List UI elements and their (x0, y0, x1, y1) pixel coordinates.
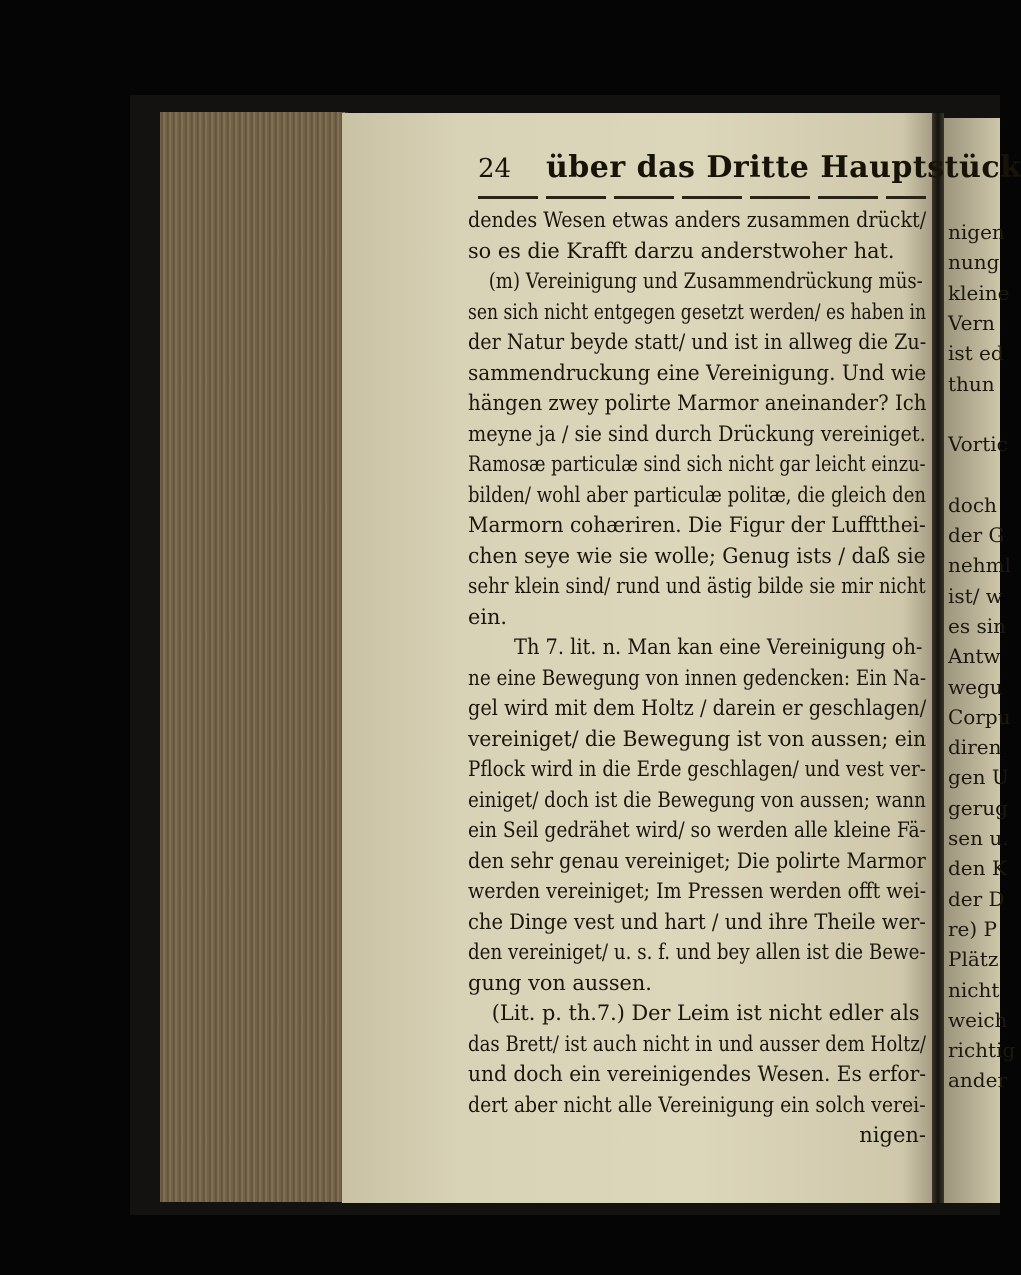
text-line: Pflock wird in die Erde geschlagen/ und vest ver- (468, 757, 926, 781)
running-head: über das Dritte Hauptstück (546, 150, 1021, 185)
next-page-fragment: der G (948, 523, 1005, 547)
next-page-fragment: sen u. (948, 826, 1009, 850)
text-line: den vereiniget/ u. s. f. und bey allen ist die Bewe- (468, 940, 926, 964)
text-line: einiget/ doch ist die Bewegung von aussen; wann (468, 787, 926, 812)
next-page-fragment: wegu (948, 674, 1003, 699)
next-page-fragment: richtig (948, 1038, 1016, 1063)
next-page-fragment: diren (948, 735, 1002, 760)
next-page-fragment: gen U (948, 765, 1009, 790)
text-line: meyne ja / sie sind durch Drückung vereiniget. (468, 421, 926, 446)
text-line: werden vereiniget; Im Pressen werden offt wei- (468, 879, 927, 903)
right-page-fragment (944, 118, 1016, 1203)
next-page-fragment: Corpu (948, 704, 1011, 729)
next-page-fragment: ist/ w (948, 583, 1003, 608)
page-number: 24 (478, 154, 512, 184)
text-line: Marmorn cohæriren. Die Figur der Lufftthei- (468, 513, 926, 537)
text-line: den sehr genau vereiniget; Die polirte Marmor (468, 848, 926, 873)
text-line: Ramosæ particulæ sind sich nicht gar leicht einzu- (468, 452, 926, 476)
text-line: dendes Wesen etwas anders zusammen drückt/ (468, 208, 927, 232)
text-line: das Brett/ ist auch nicht in und ausser dem Holtz/ (468, 1031, 927, 1056)
next-page-fragment: Plätz (948, 947, 999, 972)
text-line: ein. (468, 604, 508, 629)
text-line: vereiniget/ die Bewegung ist von aussen; ein (468, 726, 927, 751)
page-header (478, 150, 1021, 190)
text-line: dert aber nicht alle Vereinigung ein solch verei- (468, 1092, 926, 1117)
text-line: ein Seil gedrähet wird/ so werden alle kleine Fä- (468, 818, 926, 842)
header-rule (478, 196, 926, 199)
text-line: gel wird mit dem Holtz / darein er geschlagen/ (468, 696, 927, 720)
next-page-fragment: gerug (948, 795, 1008, 820)
next-page-fragment: thun (948, 371, 995, 396)
next-page-fragment: nigen (948, 220, 1005, 244)
text-line: nigen- (859, 1123, 926, 1147)
next-page-fragment: kleine (948, 280, 1010, 305)
next-page-fragment: doch (948, 492, 997, 517)
text-line: (Lit. p. th.7.) Der Leim ist nicht edler als (491, 1001, 920, 1025)
text-line: hängen zwey polirte Marmor aneinander? Ich (468, 391, 927, 415)
text-line: ne eine Bewegung von innen gedencken: Ein Na- (468, 665, 927, 690)
text-line: Th 7. lit. n. Man kan eine Vereinigung oh- (514, 635, 923, 659)
text-line: sen sich nicht entgegen gesetzt werden/ es haben in (468, 299, 927, 324)
next-page-fragment: Antw (948, 644, 1001, 669)
next-page-fragment: ist ed (948, 341, 1004, 366)
next-page-fragment: nung (948, 250, 1000, 275)
next-page-fragment: den K (948, 856, 1007, 881)
text-line: che Dinge vest und hart / und ihre Theile wer- (468, 909, 926, 934)
text-line: sehr klein sind/ rund und ästig bilde sie mir nicht (468, 574, 926, 598)
next-page-fragment: re) P (948, 916, 998, 941)
next-page-fragment: ander (948, 1068, 1008, 1093)
next-page-fragment: es sin (948, 613, 1006, 638)
body-text (468, 205, 930, 1151)
text-line: und doch ein vereinigendes Wesen. Es erfor- (468, 1062, 927, 1086)
text-line: sammendruckung eine Vereinigung. Und wie (468, 360, 927, 385)
book-gutter (932, 113, 944, 1203)
text-line: gung von aussen. (468, 970, 652, 995)
page-edges (160, 112, 348, 1202)
text-line: so es die Krafft darzu anderstwoher hat. (468, 238, 895, 263)
next-page-fragment: Vern (948, 310, 995, 335)
next-page-fragment: nicht (948, 977, 1000, 1002)
next-page-fragment: weich (948, 1007, 1008, 1032)
text-line: chen seye wie sie wolle; Genug ists / daß sie (468, 543, 926, 568)
next-page-fragment: nehml (948, 553, 1011, 578)
next-page-fragment: der D (948, 886, 1005, 911)
next-page-fragment: Vortic (948, 432, 1008, 457)
text-line: (m) Vereinigung und Zusammendrückung müs- (488, 269, 923, 293)
text-line: der Natur beyde statt/ und ist in allweg die Zu- (468, 330, 927, 354)
text-line: bilden/ wohl aber particulæ politæ, die gleich den (468, 482, 927, 507)
